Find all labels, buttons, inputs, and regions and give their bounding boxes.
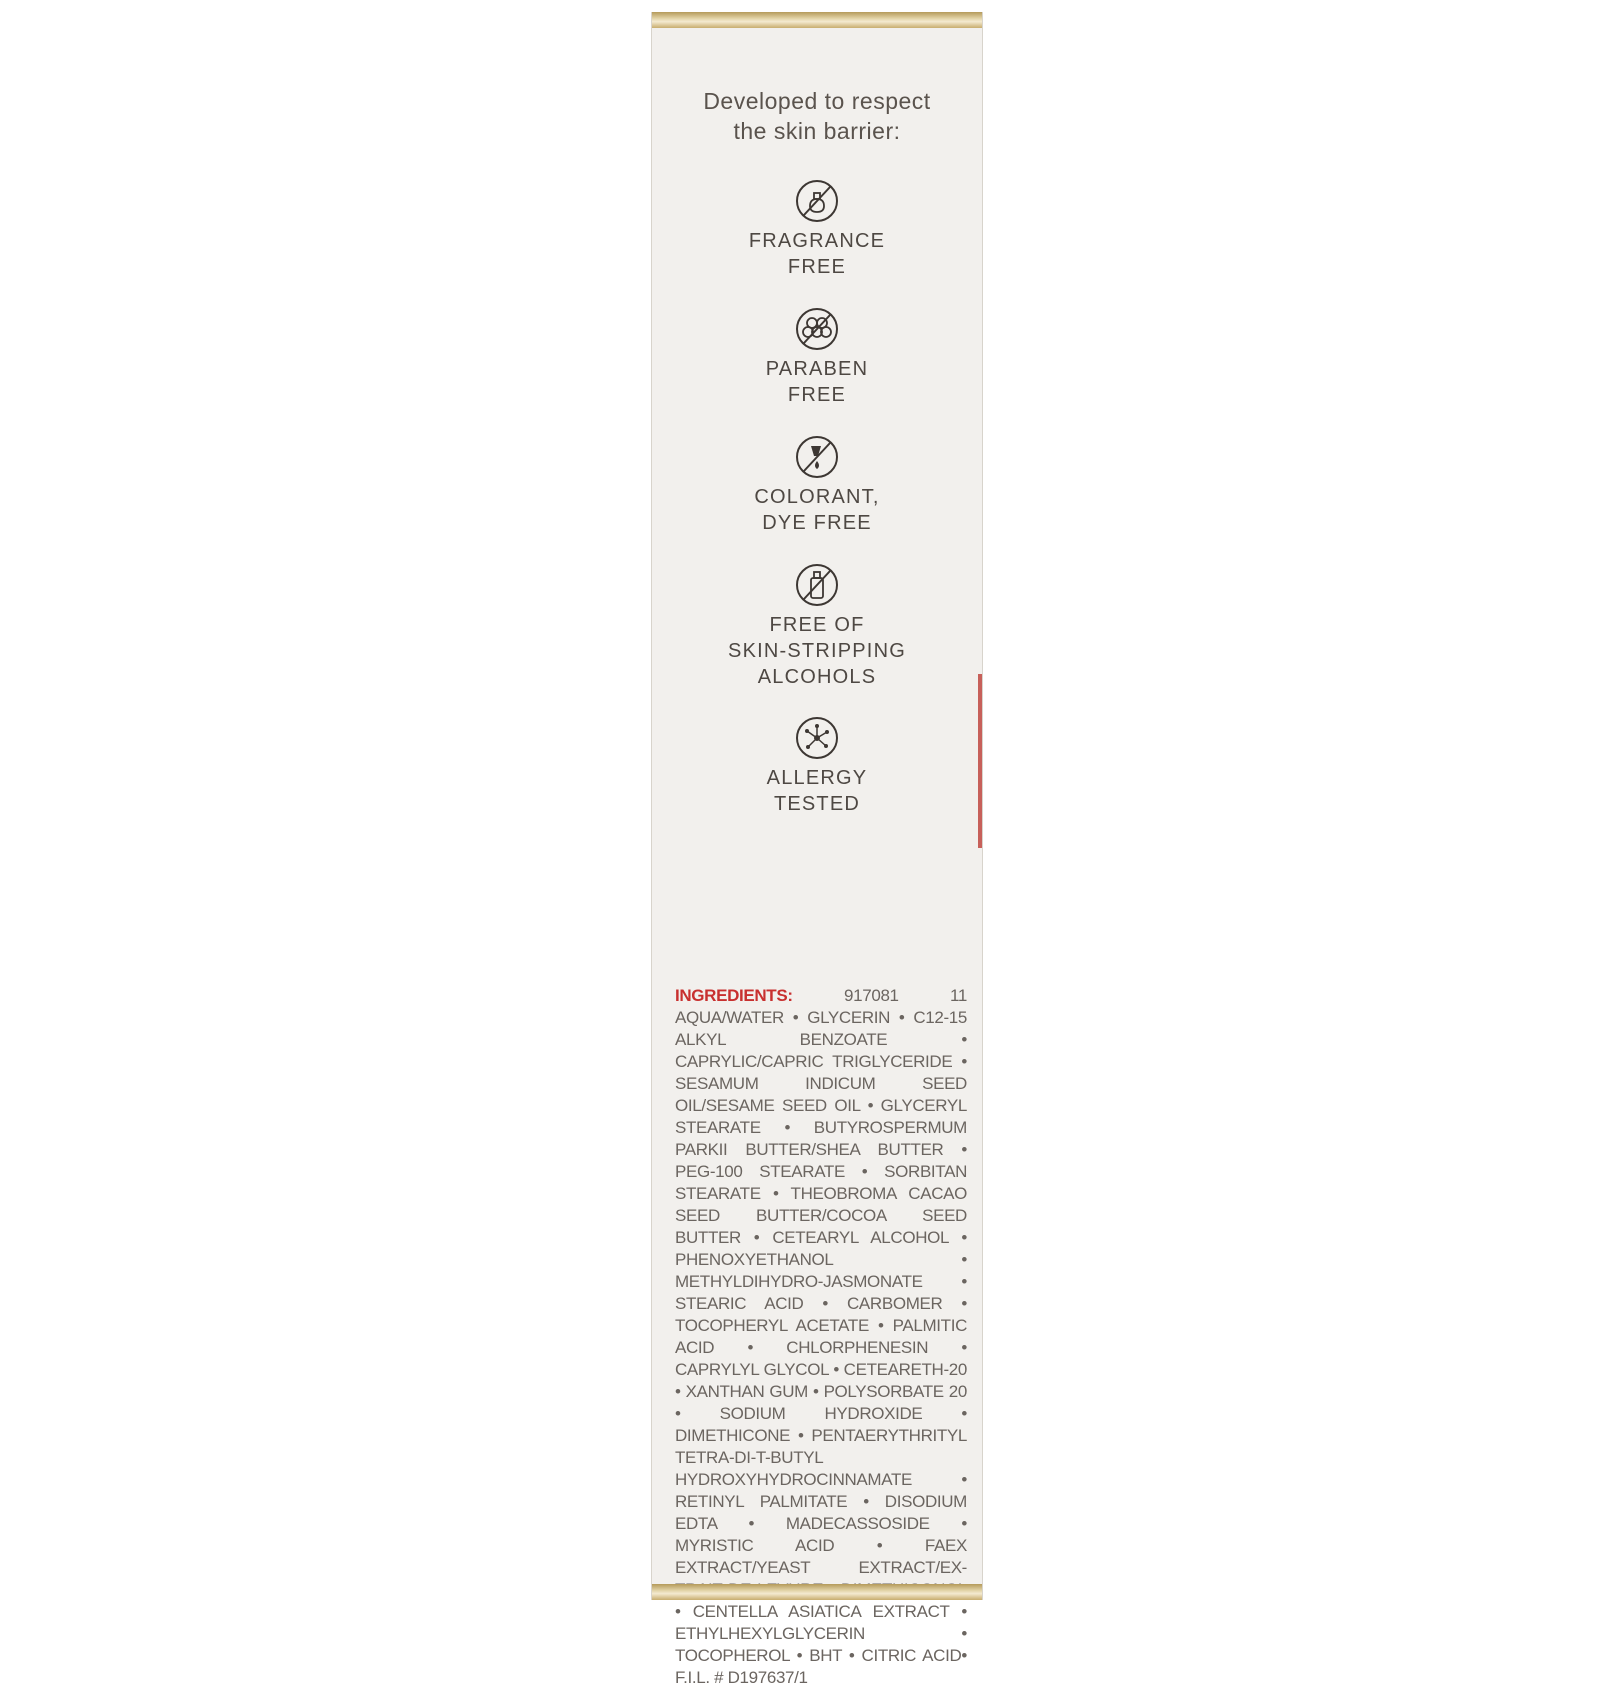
bottom-gold-band [652,1584,982,1600]
headline-line-2: the skin barrier: [733,118,901,144]
feature-label-line-2: FREE [787,256,847,278]
feature-alcohol-free [652,562,982,690]
feature-label-line-2: SKIN-STRIPPING [728,640,906,662]
feature-label-line-1: FREE OF [769,614,865,636]
feature-paraben-free [652,306,982,408]
ingredients-text: 917081 11 AQUA/WATER • GLYCERIN • C12-15 ALKYL BENZOATE • CAPRYLIC/CAPRIC TRIGLYCERIDE • SESAMUM INDICUM SEED OIL/SESAME SEED OIL • GLYCERYL STEARATE • BUTYROSPERMUM PARKII BUTTER/SHEA BUTTER • PEG-100 STEARATE • SORBITAN STEARATE • THEOBROMA CACAO SEED BUTTER/COCOA SEED BUTTER • CETEARYL ALCOHOL • PHENOXYETHANOL • METHYLDIHYDRO-JASMONATE • STEARIC ACID • CARBOMER • TOCOPHERYL ACETATE • PALMITIC ACID • CHLORPHENESIN • CAPRYLYL GLYCOL • CETEARETH-20 • XANTHAN GUM • POLYSORBATE 20 • SODIUM HYDROXIDE • DIMETHICONE • PENTAERYTHRITYL TETRA-DI-T-BUTYL HYDROXYHYDROCINNAMATE • RETINYL PALMITATE • DISODIUM EDTA • MADECASSOSIDE • MYRISTIC ACID • FAEX EXTRACT/YEAST EXTRACT/EX- • CENTELLA ASIATICA EXTRACT • ETHYLHEXYLGLYCERIN • TOCOPHEROL • BHT • CITRIC ACID• F.I.L. # D197637/1 [675,986,967,1687]
feature-label-line-2: DYE FREE [762,512,872,534]
package-side-panel [651,12,983,1687]
feature-label-line-3: ALCOHOLS [757,666,877,688]
feature-label-line-1: FRAGRANCE [748,230,886,252]
feature-label-line-2: FREE [787,384,847,406]
paraben-free-icon [794,306,840,352]
feature-label-line-1: PARABEN [765,358,869,380]
headline [652,86,982,146]
feature-label-line-1: ALLERGY [766,767,868,789]
feature-label-line-1: COLORANT, [754,486,880,508]
feature-fragrance-free [652,178,982,280]
feature-colorant-free [652,434,982,536]
colorant-free-icon [794,434,840,480]
alcohol-free-icon [794,562,840,608]
allergy-tested-icon [794,715,840,761]
headline-line-1: Developed to respect [703,88,931,114]
feature-allergy-tested [652,715,982,817]
ingredients-title: INGREDIENTS: [675,986,793,1005]
fragrance-free-icon [794,178,840,224]
top-gold-band [652,12,982,28]
feature-label-line-2: TESTED [773,793,861,815]
